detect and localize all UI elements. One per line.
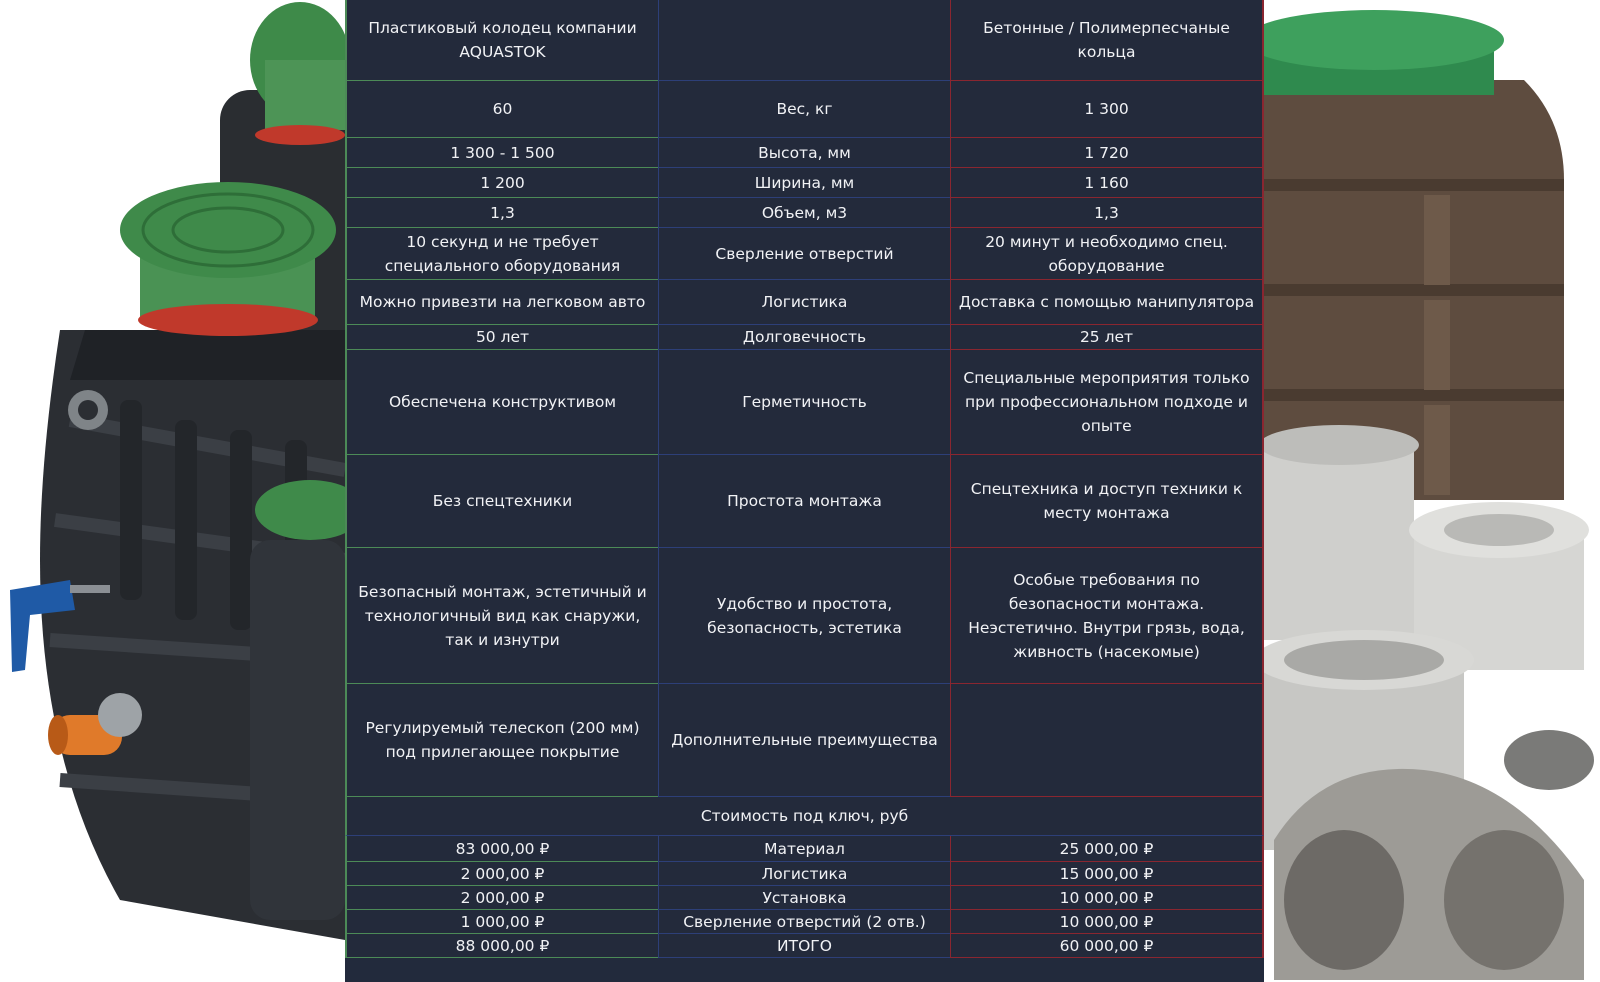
- concrete-value: Особые требования по безопасности монтажа. Неэстетично. Внутри грязь, вода, живность (насекомые): [950, 548, 1264, 684]
- concrete-value: Спецтехника и доступ техники к месту монтажа: [950, 455, 1264, 548]
- plastic-value: Без спецтехники: [345, 455, 658, 548]
- concrete-header: Бетонные / Полимерпесчаные кольца: [950, 0, 1264, 81]
- concrete-value: 1,3: [950, 198, 1264, 228]
- plastic-value: 1 200: [345, 168, 658, 198]
- plastic-value: Безопасный монтаж, эстетичный и технологичный вид как снаружи, так и изнутри: [345, 548, 658, 684]
- cost-item-label: Сверление отверстий (2 отв.): [658, 910, 950, 934]
- concrete-value: 20 минут и необходимо спец. оборудование: [950, 228, 1264, 280]
- concrete-value: 1 160: [950, 168, 1264, 198]
- concrete-value: 1 720: [950, 138, 1264, 168]
- plastic-cost: 2 000,00 ₽: [345, 886, 658, 910]
- criterion-label: Герметичность: [658, 350, 950, 455]
- criterion-label: Высота, мм: [658, 138, 950, 168]
- plastic-cost: 2 000,00 ₽: [345, 862, 658, 886]
- concrete-value: 25 лет: [950, 325, 1264, 350]
- cost-item-label: Установка: [658, 886, 950, 910]
- plastic-cost: 88 000,00 ₽: [345, 934, 658, 958]
- cost-item-label: ИТОГО: [658, 934, 950, 958]
- criterion-label: Удобство и простота, безопасность, эстетика: [658, 548, 950, 684]
- concrete-rings-illustration: [1264, 0, 1600, 982]
- cost-item-label: Материал: [658, 836, 950, 862]
- criterion-label: Вес, кг: [658, 81, 950, 138]
- plastic-well-image: [0, 0, 345, 982]
- plastic-value: 60: [345, 81, 658, 138]
- cost-section-header: Стоимость под ключ, руб: [345, 797, 1264, 836]
- criterion-label: Сверление отверстий: [658, 228, 950, 280]
- criterion-label: Логистика: [658, 280, 950, 325]
- plastic-value: Можно привезти на легковом авто: [345, 280, 658, 325]
- concrete-cost: 60 000,00 ₽: [950, 934, 1264, 958]
- concrete-value: [950, 684, 1264, 797]
- concrete-cost: 10 000,00 ₽: [950, 886, 1264, 910]
- plastic-value: Обеспечена конструктивом: [345, 350, 658, 455]
- concrete-cost: 10 000,00 ₽: [950, 910, 1264, 934]
- plastic-value: 1,3: [345, 198, 658, 228]
- plastic-value: 10 секунд и не требует специального оборудования: [345, 228, 658, 280]
- concrete-cost: 25 000,00 ₽: [950, 836, 1264, 862]
- plastic-header: Пластиковый колодец компании AQUASTOK: [345, 0, 658, 81]
- concrete-value: 1 300: [950, 81, 1264, 138]
- plastic-value: Регулируемый телескоп (200 мм) под прилегающее покрытие: [345, 684, 658, 797]
- comparison-table: [345, 0, 1264, 982]
- plastic-cost: 83 000,00 ₽: [345, 836, 658, 862]
- criterion-label: Долговечность: [658, 325, 950, 350]
- criterion-label: Дополнительные преимущества: [658, 684, 950, 797]
- plastic-value: 1 300 - 1 500: [345, 138, 658, 168]
- criterion-header: [658, 0, 950, 81]
- concrete-cost: 15 000,00 ₽: [950, 862, 1264, 886]
- criterion-label: Объем, м3: [658, 198, 950, 228]
- plastic-well-illustration: [0, 0, 345, 982]
- plastic-value: 50 лет: [345, 325, 658, 350]
- plastic-cost: 1 000,00 ₽: [345, 910, 658, 934]
- concrete-rings-image: [1264, 0, 1600, 982]
- concrete-value: Доставка с помощью манипулятора: [950, 280, 1264, 325]
- cost-item-label: Логистика: [658, 862, 950, 886]
- criterion-label: Ширина, мм: [658, 168, 950, 198]
- concrete-value: Специальные мероприятия только при профессиональном подходе и опыте: [950, 350, 1264, 455]
- criterion-label: Простота монтажа: [658, 455, 950, 548]
